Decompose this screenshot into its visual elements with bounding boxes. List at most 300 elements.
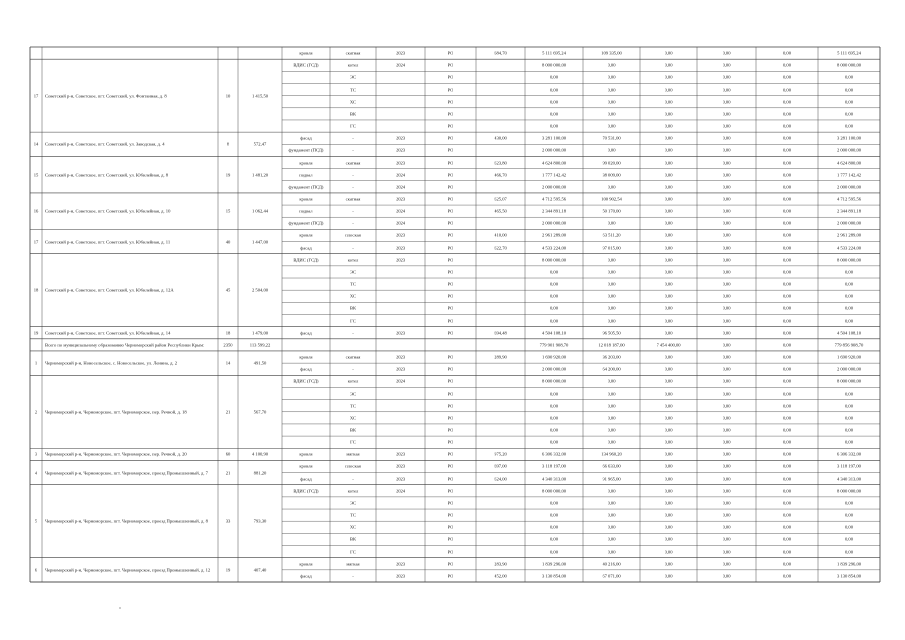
cell-oversight: 0,00 xyxy=(607,318,616,324)
cell-unit-cost: 975,20 xyxy=(494,451,507,457)
cell-c2: 0,00 xyxy=(722,172,731,178)
cell-method: РО xyxy=(447,330,454,336)
cell-c3: 0,00 xyxy=(782,439,792,445)
cell-sum: 0,00 xyxy=(844,111,854,117)
cell-method: РО xyxy=(447,245,454,251)
cell-total: 4 624 800,00 xyxy=(541,160,567,165)
cell-c3: 0,00 xyxy=(782,111,792,117)
cell-c2: 0,00 xyxy=(722,500,731,506)
building-address: Советский р-н, Советское, пгт. Советский, ул. Фонтанная, д. 8 xyxy=(45,93,167,99)
cell-c1: 0,00 xyxy=(664,281,673,287)
cell-sum: 0,00 xyxy=(844,87,854,93)
cell-material: ВК xyxy=(349,427,357,433)
cell-method: РО xyxy=(447,573,454,579)
cell-year: 2023 xyxy=(395,232,406,238)
cell-c2: 0,00 xyxy=(722,293,731,299)
cell-total: 0,00 xyxy=(549,74,559,80)
cell-method: РО xyxy=(447,391,454,397)
cell-sum: 0,00 xyxy=(844,391,854,397)
cell-oversight: 38 009,00 xyxy=(602,172,621,178)
residents-count: 40 xyxy=(225,239,231,245)
cell-unit-cost: 452,00 xyxy=(494,573,507,579)
cell-oversight: 97 015,00 xyxy=(602,245,621,251)
cell-material: ГС xyxy=(350,439,356,445)
cell-oversight: 0,00 xyxy=(607,536,616,542)
cell-c1: 0,00 xyxy=(664,403,673,409)
cell-total: 2 344 891,18 xyxy=(541,208,567,214)
cell-c3: 0,00 xyxy=(782,427,792,433)
cell-method: РО xyxy=(447,415,454,421)
cell-year: 2023 xyxy=(395,463,406,469)
cell-c3: 0,00 xyxy=(782,281,792,287)
cell-material: мягкая xyxy=(346,561,360,567)
cell-c2: 0,00 xyxy=(722,160,731,165)
cell-total: 0,00 xyxy=(549,549,559,555)
cell-c2: 0,00 xyxy=(722,415,731,421)
cell-c1: 0,00 xyxy=(664,160,673,165)
cell-material: ТС xyxy=(350,403,356,409)
cell-oversight: 66 633,00 xyxy=(602,463,621,469)
cell-work: фасад xyxy=(300,366,312,372)
cell-method: РО xyxy=(447,87,454,93)
cell-c2: 0,00 xyxy=(722,74,731,80)
cell-oversight: 0,00 xyxy=(607,403,616,409)
cell-c2: 0,00 xyxy=(722,220,731,226)
cell-oversight: 91 965,00 xyxy=(602,476,621,482)
cell-material: ЭС xyxy=(349,269,357,275)
cell-c2: 0,00 xyxy=(722,111,731,117)
cell-c1: 0,00 xyxy=(664,111,673,117)
cell-c2: 0,00 xyxy=(722,99,731,105)
cell-material: скатная xyxy=(345,50,361,56)
cell-total: 4 504 108,10 xyxy=(541,330,567,336)
cell-c2: 0,00 xyxy=(722,488,731,494)
cell-year: 2024 xyxy=(395,220,406,226)
cell-work: фасад xyxy=(300,573,312,579)
residents-count: 15 xyxy=(225,208,231,214)
cell-oversight: 36 203,00 xyxy=(602,354,621,360)
building-area: 4 100,90 xyxy=(251,451,269,457)
cell-method: РО xyxy=(447,549,454,555)
cell-method: РО xyxy=(447,184,454,190)
building-address: Советский р-н, Советское, пгт. Советский, ул. Юбилейная, д. 11 xyxy=(45,239,171,245)
cell-method: РО xyxy=(447,220,454,226)
row-number: 18 xyxy=(33,287,39,293)
cell-sum: 0,00 xyxy=(844,536,854,542)
cell-material: - xyxy=(352,208,354,214)
cell-c1: 0,00 xyxy=(664,318,673,324)
residents-count: 33 xyxy=(225,518,231,524)
cell-sum: 0,00 xyxy=(844,305,854,311)
cell-oversight: 0,00 xyxy=(607,524,616,530)
cell-sum: 3 281 100,00 xyxy=(836,135,862,141)
cell-total: 6 306 332,00 xyxy=(541,451,567,457)
cell-total: 0,00 xyxy=(549,281,559,287)
cell-c3: 0,00 xyxy=(782,500,792,506)
cell-c3: 0,00 xyxy=(782,378,792,384)
cell-sum: 2 961 289,00 xyxy=(836,232,862,238)
cell-c1: 0,00 xyxy=(664,135,673,141)
cell-work: ВДИС (ГСД) xyxy=(293,257,319,263)
cell-year: 2023 xyxy=(395,561,406,567)
building-address: Черноморский р-н, Черноморское, пгт. Черноморское, проезд Промышленный, д. 7 xyxy=(45,470,208,476)
row-number: 17 xyxy=(33,239,39,245)
cell-work: ВДИС (ГСД) xyxy=(293,488,319,494)
cell-oversight: 0,00 xyxy=(607,281,616,287)
cell-c3: 0,00 xyxy=(782,172,792,178)
cell-material: скатная xyxy=(345,160,361,165)
cell-method: РО xyxy=(447,451,454,457)
building-area: 407,40 xyxy=(253,567,267,573)
cell-c1: 0,00 xyxy=(664,172,673,178)
cell-sum: 2 000 000,00 xyxy=(836,366,862,372)
residents-count: 60 xyxy=(225,451,231,457)
cell-work: фундамент (ПСД) xyxy=(288,147,324,153)
cell-method: РО xyxy=(447,50,454,56)
cell-c2: 0,00 xyxy=(722,330,731,336)
cell-c3: 0,00 xyxy=(782,50,792,56)
cell-material: - xyxy=(352,220,354,226)
cell-c3: 0,00 xyxy=(782,561,792,567)
cell-method: РО xyxy=(447,281,454,287)
cell-c2: 0,00 xyxy=(722,366,731,372)
building-area: 1 415,50 xyxy=(251,93,269,99)
cell-unit-cost: 625,07 xyxy=(494,196,507,202)
cell-c3: 0,00 xyxy=(782,488,792,494)
cell-oversight: 0,00 xyxy=(607,147,616,153)
cell-method: РО xyxy=(447,196,454,202)
cell-total: 2 961 289,00 xyxy=(541,232,567,238)
building-address: Советский р-н, Советское, пгт. Советский, ул. Юбилейная, д. 14 xyxy=(45,330,171,336)
cell-total: 2 000 000,00 xyxy=(541,147,567,153)
cell-sum: 0,00 xyxy=(844,549,854,555)
cell-total: 5 111 695,24 xyxy=(542,50,566,56)
cell-c1: 0,00 xyxy=(664,330,673,336)
cell-material: ВК xyxy=(349,111,357,117)
cell-year: 2024 xyxy=(395,208,406,214)
cell-work: ВДИС (ГСД) xyxy=(293,62,319,68)
cell-method: РО xyxy=(447,232,454,238)
cell-oversight: 70 531,00 xyxy=(602,135,621,141)
cell-total: 8 000 000,00 xyxy=(541,378,567,384)
cell-c2: 0,00 xyxy=(722,561,731,567)
cell-work: кровля xyxy=(299,160,313,165)
cell-method: РО xyxy=(447,123,454,129)
cell-year: 2024 xyxy=(395,378,406,384)
cell-c3: 0,00 xyxy=(782,476,792,482)
cell-method: РО xyxy=(447,476,454,482)
cell-sum: 0,00 xyxy=(844,281,854,287)
cell-year: 2023 xyxy=(395,476,406,482)
cell-sum: 8 000 000,00 xyxy=(836,257,862,263)
cell-total: 779 901 908,70 xyxy=(539,342,569,348)
cell-method: РО xyxy=(447,354,454,360)
cell-c2: 0,00 xyxy=(722,427,731,433)
cell-method: РО xyxy=(447,318,454,324)
cell-total: 1 690 920,00 xyxy=(541,354,567,360)
cell-oversight: 40 216,00 xyxy=(602,561,621,567)
cell-material: ЭС xyxy=(349,74,357,80)
cell-oversight: 0,00 xyxy=(607,87,616,93)
cell-work: кровля xyxy=(299,354,313,360)
cell-c3: 0,00 xyxy=(782,147,792,153)
row-number: 14 xyxy=(33,141,39,147)
cell-c2: 0,00 xyxy=(722,305,731,311)
cell-c1: 0,00 xyxy=(664,512,673,518)
cell-sum: 2 000 000,00 xyxy=(836,147,862,153)
cell-c3: 0,00 xyxy=(782,354,792,360)
cell-material: котел xyxy=(347,62,359,68)
cell-oversight: 0,00 xyxy=(607,257,616,263)
cell-method: РО xyxy=(447,488,454,494)
building-area: 572,47 xyxy=(253,141,267,147)
cell-c3: 0,00 xyxy=(782,196,792,202)
cell-c1: 0,00 xyxy=(664,536,673,542)
residents-count: 2350 xyxy=(223,342,233,348)
cell-oversight: 0,00 xyxy=(607,378,616,384)
cell-total: 0,00 xyxy=(549,318,559,324)
cell-work: кровля xyxy=(299,50,313,56)
cell-c2: 0,00 xyxy=(722,87,731,93)
building-address: Черноморский р-н, Черноморское, пгт. Черноморское, проезд Промышленный, д. 12 xyxy=(45,567,211,573)
cell-total: 0,00 xyxy=(549,415,559,421)
cell-year: 2023 xyxy=(395,257,406,263)
cell-sum: 4 712 595,56 xyxy=(836,196,862,202)
cell-total: 0,00 xyxy=(549,403,559,409)
cell-sum: 0,00 xyxy=(844,403,854,409)
cell-total: 0,00 xyxy=(549,123,559,129)
cell-c1: 0,00 xyxy=(664,488,673,494)
cell-c2: 0,00 xyxy=(722,208,731,214)
cell-c2: 0,00 xyxy=(722,439,731,445)
cell-material: - xyxy=(352,245,354,251)
cell-c3: 0,00 xyxy=(782,463,792,469)
cell-material: - xyxy=(352,135,354,141)
cell-c2: 0,00 xyxy=(722,281,731,287)
cell-method: РО xyxy=(447,524,454,530)
residents-count: 10 xyxy=(225,93,231,99)
cell-c2: 0,00 xyxy=(722,451,731,457)
cell-c1: 0,00 xyxy=(664,451,673,457)
building-address: Советский р-н, Советское, пгт. Советский, ул. Юбилейная, д. 10 xyxy=(45,208,171,214)
cell-c3: 0,00 xyxy=(782,366,792,372)
row-number: 2 xyxy=(34,409,38,415)
cell-year: 2023 xyxy=(395,196,406,202)
cell-sum: 8 000 000,00 xyxy=(836,62,862,68)
building-address: Черноморский р-н, Черноморское, пгт. Черноморское, пер. Речной, д. 18 xyxy=(45,409,187,415)
cell-method: РО xyxy=(447,305,454,311)
cell-c3: 0,00 xyxy=(782,245,792,251)
building-area: 1 447,00 xyxy=(251,239,269,245)
residents-count: 19 xyxy=(225,567,231,573)
cell-year: 2024 xyxy=(395,172,406,178)
cell-c2: 0,00 xyxy=(722,354,731,360)
cell-sum: 0,00 xyxy=(844,99,854,105)
cell-total: 0,00 xyxy=(549,500,559,506)
cell-c1: 0,00 xyxy=(664,354,673,360)
cell-c2: 0,00 xyxy=(722,403,731,409)
building-address: Всего по муниципальному образованию Черноморский район Республики Крым: xyxy=(45,342,205,348)
cell-work: фасад xyxy=(300,476,312,482)
cell-c1: 0,00 xyxy=(664,293,673,299)
cell-oversight: 67 071,00 xyxy=(602,573,621,579)
cell-c2: 0,00 xyxy=(722,524,731,530)
building-area: 567,70 xyxy=(253,409,267,415)
cell-material: котел xyxy=(347,488,359,494)
cell-c2: 0,00 xyxy=(722,573,731,579)
cell-total: 1 839 296,00 xyxy=(541,561,567,567)
cell-method: РО xyxy=(447,208,454,214)
cell-c2: 0,00 xyxy=(722,391,731,397)
scan-speck xyxy=(119,607,121,609)
cell-c1: 0,00 xyxy=(664,269,673,275)
cell-oversight: 0,00 xyxy=(607,293,616,299)
cell-work: фундамент (ПСД) xyxy=(288,220,324,226)
cell-oversight: 0,00 xyxy=(607,305,616,311)
cell-c2: 0,00 xyxy=(722,123,731,129)
cell-method: РО xyxy=(447,257,454,263)
row-number: 15 xyxy=(33,172,39,178)
cell-year: 2023 xyxy=(395,366,406,372)
cell-method: РО xyxy=(447,463,454,469)
cell-total: 8 000 000,00 xyxy=(541,488,567,494)
cell-c1: 0,00 xyxy=(664,439,673,445)
cell-year: 2023 xyxy=(395,160,406,165)
cell-work: фасад xyxy=(300,135,312,141)
cell-year: 2024 xyxy=(395,62,406,68)
cell-material: котел xyxy=(347,378,359,384)
cell-c2: 0,00 xyxy=(722,245,731,251)
cell-material: ХС xyxy=(349,293,357,299)
cell-material: - xyxy=(352,184,354,190)
cell-method: РО xyxy=(447,439,454,445)
cell-material: - xyxy=(352,366,354,372)
cell-sum: 8 000 000,00 xyxy=(836,378,862,384)
cell-oversight: 64 200,00 xyxy=(602,366,621,372)
cell-c3: 0,00 xyxy=(782,573,792,579)
cell-material: ТС xyxy=(350,512,356,518)
cell-c1: 0,00 xyxy=(664,561,673,567)
building-address: Черноморский р-н, Черноморское, пгт. Черноморское, проезд Промышленный, д. 8 xyxy=(45,518,208,524)
cell-unit-cost: 283,90 xyxy=(494,561,507,567)
building-area: 491,50 xyxy=(253,360,267,366)
cell-material: скатная xyxy=(345,196,361,202)
residents-count: 45 xyxy=(225,287,231,293)
cell-oversight: 63 511,20 xyxy=(602,232,621,238)
cell-material: ТС xyxy=(350,281,356,287)
building-address: Черноморский р-н, Новосельское, с. Новосельское, ул. Ленина, д. 2 xyxy=(45,360,178,366)
cell-oversight: 0,00 xyxy=(607,500,616,506)
cell-material: ТС xyxy=(350,87,356,93)
cell-c1: 0,00 xyxy=(664,245,673,251)
cell-c1: 0,00 xyxy=(664,573,673,579)
cell-oversight: 0,00 xyxy=(607,415,616,421)
cell-method: РО xyxy=(447,536,454,542)
cell-oversight: 0,00 xyxy=(607,74,616,80)
cell-year: 2024 xyxy=(395,184,406,190)
cell-sum: 2 344 891,18 xyxy=(836,208,862,214)
cell-method: РО xyxy=(447,135,454,141)
cell-material: котел xyxy=(347,257,359,263)
residents-count: 18 xyxy=(225,330,231,336)
cell-material: ВК xyxy=(349,536,357,542)
cell-c2: 0,00 xyxy=(722,196,731,202)
cell-material: ХС xyxy=(349,524,357,530)
cell-work: ВДИС (ГСД) xyxy=(293,378,319,384)
cell-total: 2 000 000,00 xyxy=(541,366,567,372)
cell-work: фундамент (ПСД) xyxy=(288,184,324,190)
cell-c1: 0,00 xyxy=(664,147,673,153)
cell-total: 2 000 000,00 xyxy=(541,220,567,226)
cell-total: 0,00 xyxy=(549,439,559,445)
cell-material: ГС xyxy=(350,549,356,555)
building-address: Советский р-н, Советское, пгт. Советский, ул. Юбилейная, д. 8 xyxy=(45,172,169,178)
cell-c1: 0,00 xyxy=(664,208,673,214)
cell-total: 8 000 000,00 xyxy=(541,257,567,263)
cell-oversight: 0,00 xyxy=(607,269,616,275)
cell-method: РО xyxy=(447,99,454,105)
cell-sum: 3 118 197,00 xyxy=(837,463,861,469)
cell-c2: 0,00 xyxy=(722,257,731,263)
cell-c3: 0,00 xyxy=(782,403,792,409)
cell-work: кровля xyxy=(299,561,313,567)
cell-sum: 0,00 xyxy=(844,524,854,530)
cell-total: 0,00 xyxy=(549,524,559,530)
cell-oversight: 0,00 xyxy=(607,488,616,494)
cell-c1: 0,00 xyxy=(664,415,673,421)
cell-work: кровля xyxy=(299,196,313,202)
building-address: Советский р-н, Советское, пгт. Советский, ул. Юбилейная, д. 12А xyxy=(45,287,174,293)
cell-material: - xyxy=(352,476,354,482)
cell-sum: 4 504 108,10 xyxy=(836,330,862,336)
building-area: 1 481,20 xyxy=(251,172,269,178)
cell-c3: 0,00 xyxy=(782,293,792,299)
cell-total: 3 281 100,00 xyxy=(541,135,567,141)
cell-total: 0,00 xyxy=(549,269,559,275)
cell-work: подвал xyxy=(299,208,313,214)
cell-unit-cost: 410,00 xyxy=(494,232,507,238)
cell-unit-cost: 697,00 xyxy=(494,463,507,469)
cell-c1: 0,00 xyxy=(664,50,673,56)
cell-material: ГС xyxy=(350,318,356,324)
cell-work: фасад xyxy=(300,245,312,251)
cell-total: 4 340 313,00 xyxy=(541,476,567,482)
cell-unit-cost: 624,00 xyxy=(494,476,507,482)
cell-c2: 0,00 xyxy=(722,184,731,190)
cell-oversight: 99 020,00 xyxy=(602,160,621,165)
row-number: 4 xyxy=(34,470,38,476)
cell-c3: 0,00 xyxy=(782,232,792,238)
residents-count: 19 xyxy=(225,172,231,178)
cell-c3: 0,00 xyxy=(782,330,792,336)
cell-oversight: 12 018 187,00 xyxy=(598,342,625,348)
cell-sum: 1 839 296,00 xyxy=(836,561,862,567)
cell-method: РО xyxy=(447,561,454,567)
cell-sum: 0,00 xyxy=(844,269,854,275)
cell-c2: 0,00 xyxy=(722,135,731,141)
cell-c2: 0,00 xyxy=(722,50,731,56)
cell-c2: 0,00 xyxy=(722,147,731,153)
cell-c1: 0,00 xyxy=(664,87,673,93)
cell-c3: 0,00 xyxy=(782,512,792,518)
cell-oversight: 0,00 xyxy=(607,184,616,190)
cell-work: подвал xyxy=(299,172,313,178)
cell-c1: 0,00 xyxy=(664,500,673,506)
residents-count: 21 xyxy=(225,409,231,415)
cell-oversight: 0,00 xyxy=(607,99,616,105)
cell-unit-cost: 430,00 xyxy=(494,135,507,141)
cell-sum: 0,00 xyxy=(844,439,854,445)
